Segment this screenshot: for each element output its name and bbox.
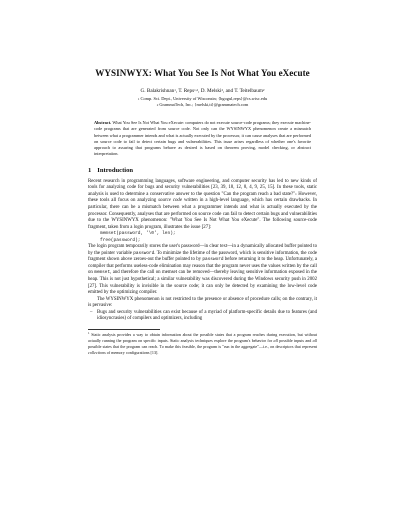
abstract [94,120,311,158]
footnote-text: Static analysis provides a way to obtain information about the possible states that a program reaches during execution, but without actually running the program on specific inputs. Static analysis techniques explore the program's behavior for [88,331,317,343]
paragraph [88,244,317,296]
abstract-text: What You See Is Not What You eXecute: computers do not execute source-code programs; they execute machine-code programs that are generated from source code. Not only can the WYSINWYX phenomenon create a mismatch between what a programmer intends and what is actually executed by the processor, it can cause analyses that are performed on source code to fail to detect certain bugs and vulnerabilities. This issue arises regardless of whether one's favorite approach to assuring that programs behave as desired is based on theorem proving, model checking, or abstract interpretation. [94,120,312,157]
affiliations [88,96,317,108]
footnote-text: possible states that the program can reach. To make this feasible, the program is "run in the aggregate"—i.e., on descriptors that represent [88,343,317,349]
paragraph [88,179,317,231]
author-name: D. Melski [200,88,222,94]
paragraph-text: before returning it to the heap. Unfortunately, a compiler that performs useless-code elimination may reason that the program never uses the values written by the call on [88,257,317,276]
footnote-ref: 1 [295,192,297,197]
body-text [88,179,317,323]
author-affil-mark: 1,2 [194,87,199,92]
affiliation-mark: 1 [137,96,140,101]
bullet-text: Bugs and security vulnerabilities can exist because of a myriad of platform-specific details due to features (and idiosyncrasies) of compilers and optimizers, including [97,309,317,322]
inline-code: password [202,257,224,263]
abstract-label: Abstract. [94,120,112,125]
footnote-marker: 1 [88,331,90,336]
emphasis-text: source code [158,198,182,204]
author-name: T. Reps [178,88,195,94]
paragraph-text: However, these tools all focus on analyzing [88,191,317,204]
paragraph-text: The login program temporarily stores the user's password—in clear text—in a dynamically allocated buffer pointed to by the pointer variable [88,244,317,256]
footnote-text: possible inputs and [277,337,313,343]
paragraph: The WYSINWYX phenomenon is not restricted to the presence or absence of procedure calls; on the contrary, it is pervasive: [88,296,317,309]
affiliation-text: Comp. Sci. Dept., University of Wisconsin; {bgogul,reps}@cs.wisc.edu [140,96,268,101]
author-name: and T. Teitelbaum [225,88,263,94]
footnote [88,332,317,356]
inline-code: memset [94,270,111,276]
author-affil-mark: 2 [262,87,265,92]
author-name: G. Balakrishnan [140,88,175,94]
emphasis-text: collections [88,349,106,355]
footnote-divider [88,329,160,330]
paper-title: WYSINWYX: What You See Is Not What You eXecute [95,68,310,78]
affiliation-mark: 2 [156,102,159,107]
author-affil-mark: 2 [221,87,224,92]
code-block [88,231,317,244]
code-line: memset(password, '\0', len); [100,231,176,237]
paragraph-text: Recent research in programming languages, software engineering, and computer security has led to new kinds of tools for analyzing code for bugs and security vulnerabilities [23, 39, 18, 12, 8, 4, 9, 25, 15]. In these tools, static analysis is used to determine a conservative answer to the question "Can the program reach a bad state?" [88,178,317,197]
paper-page [88,68,317,355]
footnote-text: of memory configurations [13]. [105,349,159,355]
affiliation-text: GrammaTech, Inc.; {melski,tt}@grammatech.com [159,102,249,107]
bullet-marker: – [90,309,93,315]
emphasis-text: all [312,337,317,343]
section-title: Introduction [97,166,134,174]
section-heading [88,167,317,174]
author-list: G. Balakrishnan$^1$, T. Reps$^{1,2}$, D. Melski$^2$, and T. Teitelbaum$^2$ [140,87,265,94]
inline-code: password [133,250,155,256]
author-affil-mark: 1 [174,87,176,92]
paragraph-text: , and therefore the call on memset can be removed—thereby leaving sensitive information exposed in the heap. This is not just hypothetical; a similar vulnerability was discovered during the Windows security push in 2002 [27]. This vulnerability is invisible in the source code; it can only be detected by examining the low-level code emitted by the optimizing compiler. [88,270,318,296]
paragraph-text: written in a high-level language, which has certain drawbacks. In particular, there can be a mismatch between what a programmer intends and what is actually executed by the processor. Consequently, analyses that are performed on source code can fail to detect certain bugs and vulnerabilities due to the WYSINWYX phenomenon: "What You See Is Not What You eXecute". The following source-code fragment, taken from a login program, illustrates the issue [27]: [88,198,317,230]
emphasis-text: all [273,337,278,343]
bullet-item [88,310,317,323]
section-number: 1 [88,166,92,174]
affiliation-line [88,102,317,108]
paragraph-text: . To minimize the lifetime of the password, which is sensitive information, the code fragment shown above zeroes-out the buffer pointed to by [88,250,317,263]
code-line: free(password); [100,237,141,243]
